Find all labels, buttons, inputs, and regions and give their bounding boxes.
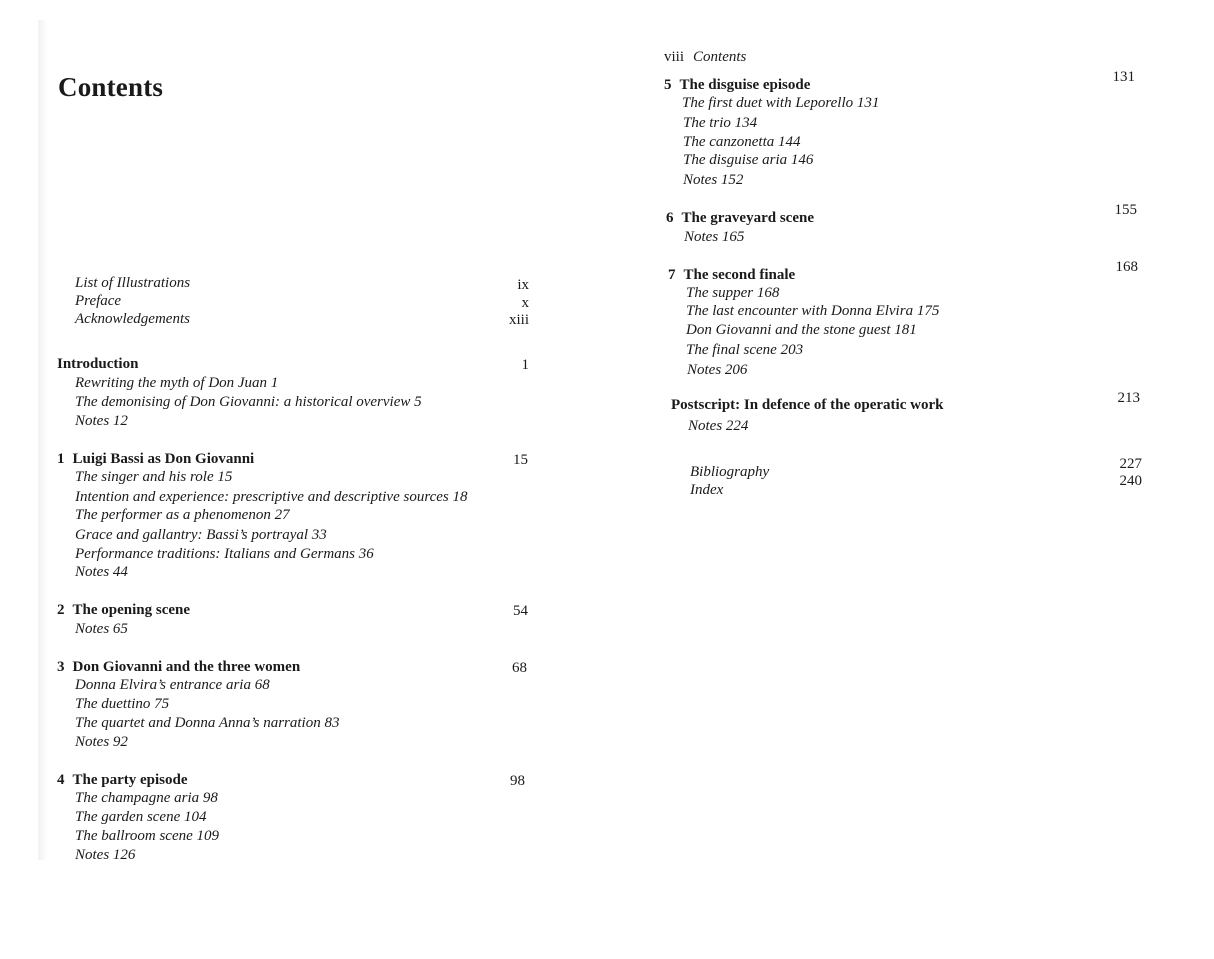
section-entry: The canzonetta 144 [683, 134, 801, 150]
chapter-page: 131 [1112, 69, 1135, 85]
chapter-page: 54 [513, 603, 528, 619]
section-entry: Notes 165 [684, 229, 745, 245]
section-entry: Notes 92 [75, 734, 128, 750]
chapter-heading-postscript: Postscript: In defence of the operatic work [671, 397, 944, 413]
section-entry: The last encounter with Donna Elvira 175 [686, 303, 940, 319]
section-entry: The duettino 75 [75, 696, 170, 712]
section-entry: The singer and his role 15 [75, 469, 233, 485]
chapter-heading-4: 4 The party episode [57, 772, 188, 788]
running-head [664, 49, 746, 66]
chapter-heading-2: 2 The opening scene [57, 602, 191, 618]
section-entry: The garden scene 104 [75, 809, 207, 825]
front-matter-label: Preface [75, 293, 122, 309]
chapter-heading-5: 5 The disguise episode [664, 77, 811, 93]
back-matter-page: 227 [1119, 456, 1142, 472]
chapter-page: 15 [513, 452, 528, 468]
section-entry: The first duet with Leporello 131 [682, 95, 880, 111]
back-matter-page: 240 [1119, 473, 1142, 489]
section-entry: The disguise aria 146 [683, 152, 814, 168]
chapter-page: 168 [1115, 259, 1138, 275]
chapter-page: 98 [510, 773, 525, 789]
section-entry: Notes 12 [75, 413, 128, 429]
section-entry: Performance traditions: Italians and Germans 36 [75, 546, 374, 562]
section-entry: The champagne aria 98 [75, 790, 218, 806]
section-entry: Don Giovanni and the stone guest 181 [686, 322, 917, 338]
section-entry: The trio 134 [683, 115, 758, 131]
section-entry: Rewriting the myth of Don Juan 1 [75, 375, 279, 391]
section-entry: The final scene 203 [686, 342, 804, 358]
section-entry: Notes 126 [75, 847, 136, 863]
section-entry: Intention and experience: prescriptive and descriptive sources 18 [75, 489, 468, 505]
section-entry: The quartet and Donna Anna’s narration 83 [75, 715, 340, 731]
back-matter-label: Bibliography [690, 464, 770, 480]
section-entry: Notes 44 [75, 564, 128, 580]
section-entry: Notes 152 [683, 172, 744, 188]
chapter-page: 68 [512, 660, 527, 676]
page-title: Contents [58, 72, 164, 102]
chapter-heading-introduction: Introduction [57, 356, 139, 372]
front-matter-label: List of Illustrations [75, 275, 191, 291]
chapter-heading-3: 3 Don Giovanni and the three women [57, 659, 301, 675]
section-entry: Notes 65 [75, 621, 128, 637]
chapter-page: 1 [521, 357, 529, 373]
section-entry: The demonising of Don Giovanni: a historical overview 5 [75, 394, 422, 410]
section-entry: The ballroom scene 109 [75, 828, 220, 844]
chapter-page: 155 [1114, 202, 1137, 218]
chapter-heading-6: 6 The graveyard scene [666, 210, 814, 226]
section-entry: The supper 168 [686, 285, 780, 301]
chapter-heading-1: 1 Luigi Bassi as Don Giovanni [57, 451, 255, 467]
folio: viii [664, 49, 685, 65]
running-head-title: Contents [693, 49, 747, 65]
section-entry: Notes 206 [687, 362, 748, 378]
front-matter-page: x [521, 295, 529, 311]
back-matter-label: Index [690, 482, 724, 498]
front-matter-label: Acknowledgements [75, 311, 190, 327]
section-entry: Notes 224 [688, 418, 749, 434]
chapter-page: 213 [1117, 390, 1140, 406]
section-entry: Grace and gallantry: Bassi’s portrayal 33 [75, 527, 327, 543]
chapter-heading-7: 7 The second finale [668, 267, 796, 283]
front-matter-page: ix [517, 277, 529, 293]
front-matter-page: xiii [508, 312, 529, 328]
section-entry: The performer as a phenomenon 27 [75, 507, 290, 523]
section-entry: Donna Elvira’s entrance aria 68 [75, 677, 270, 693]
